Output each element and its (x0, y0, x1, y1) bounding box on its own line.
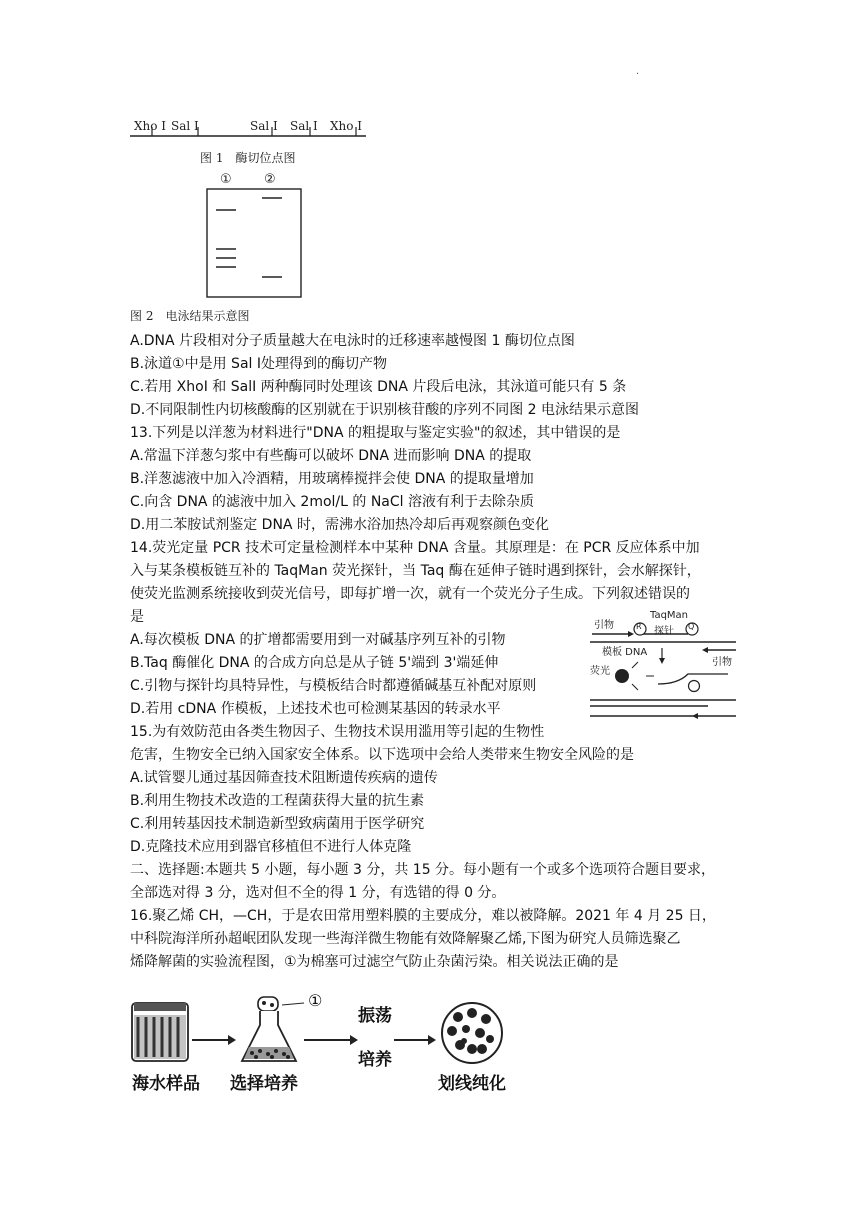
section-2-line-1: 二、选择题:本题共 5 小题，每小题 3 分，共 15 分。每小题有一个或多个选项符合题目要求， (130, 862, 716, 878)
corner-mark: . (636, 66, 640, 77)
q14-option-a: A.每次模板 DNA 的扩增都需要用到一对碱基序列互补的引物 (130, 632, 506, 648)
seawater-beaker-icon (132, 1003, 188, 1061)
cotton-plug-marker: ① (308, 991, 323, 1010)
taqman-label: TaqMan (650, 610, 689, 621)
q15-option-d: D.克隆技术应用到器官移植但不进行人体克隆 (130, 839, 412, 855)
q13-stem: 13.下列是以洋葱为材料进行"DNA 的粗提取与鉴定实验"的叙述，其中错误的是 (130, 425, 621, 441)
q15-option-c: C.利用转基因技术制造新型致病菌用于医学研究 (130, 816, 425, 832)
q14-stem-line-4: 是 (130, 609, 144, 625)
q14-stem-line-3: 使荧光监测系统接收到荧光信号，即每扩增一次，就有一个荧光分子生成。下列叙述错误的 (130, 586, 690, 602)
q14-stem-line-2: 入与某条模板链互补的 TaqMan 荧光探针，当 Taq 酶在延伸子链时遇到探针，会水解探针， (130, 563, 701, 579)
seawater-sample-label: 海水样品 (132, 1074, 200, 1094)
selective-culture-label: 选择培养 (230, 1074, 298, 1094)
q16-flow-diagram (128, 991, 528, 1095)
site-label-sal-3: Sal Ⅰ (290, 119, 318, 133)
q14-option-b: B.Taq 酶催化 DNA 的合成方向总是从子链 5'端到 3'端延伸 (130, 655, 499, 671)
template-dna-label: 模板 DNA (602, 647, 648, 658)
site-label-sal-1: Sal Ⅰ (171, 119, 199, 133)
figure-2-caption: 图 2 电泳结果示意图 (130, 309, 250, 323)
taqman-primer-label: 引物 (594, 620, 614, 631)
q16-stem-line-1: 16.聚乙烯 CH，—CH，于是农田常用塑料膜的主要成分，难以被降解。2021 年 4 月 25 日， (130, 908, 716, 924)
q12-option-d: D.不同限制性内切核酸酶的区别就在于识别核苷酸的序列不同图 2 电泳结果示意图 (130, 402, 640, 418)
q14-stem-line-1: 14.荧光定量 PCR 技术可定量检测样本中某种 DNA 含量。其原理是：在 PCR 反应体系中加 (130, 540, 700, 556)
probe-label: 探针 (654, 626, 674, 637)
q12-option-a: A.DNA 片段相对分子质量越大在电泳时的迁移速率越慢图 1 酶切位点图 (130, 333, 575, 349)
q15-stem-line-2: 危害，生物安全已纳入国家安全体系。以下选项中会给人类带来生物安全风险的是 (130, 747, 634, 763)
conical-flask-icon (242, 997, 304, 1061)
q15-option-a: A.试管婴儿通过基因筛查技术阻断遗传疾病的遗传 (130, 770, 438, 786)
q16-stem-line-2: 中科院海洋所孙超岷团队发现一些海洋微生物能有效降解聚乙烯,下图为研究人员筛选聚乙 (130, 931, 681, 947)
shake-label-2: 培养 (358, 1050, 392, 1070)
site-label-xho-2: Xho Ⅰ (330, 119, 363, 133)
site-label-sal-2: Sal Ⅰ (250, 119, 278, 133)
petri-dish-icon (442, 1003, 502, 1063)
section-2-line-2: 全部选对得 3 分，选对但不全的得 1 分，有选错的得 0 分。 (130, 885, 506, 901)
shake-label-1: 振荡 (358, 1006, 392, 1026)
q14-option-d: D.若用 cDNA 作模板，上述技术也可检测某基因的转录水平 (130, 701, 501, 717)
figure-1-restriction-map (130, 118, 370, 168)
flow-diagram-graphics (128, 995, 528, 1065)
q13-option-b: B.洋葱滤液中加入冷酒精，用玻璃棒搅拌会使 DNA 的提取量增加 (130, 471, 534, 487)
q14-option-c: C.引物与探针均具特异性，与模板结合时都遵循碱基互补配对原则 (130, 678, 537, 694)
gel-box (206, 188, 306, 300)
lane-2-label: ② (264, 172, 276, 187)
q13-option-a: A.常温下洋葱匀浆中有些酶可以破坏 DNA 进而影响 DNA 的提取 (130, 448, 532, 464)
primer-2-label: 引物 (712, 657, 732, 668)
q13-option-d: D.用二苯胺试剂鉴定 DNA 时，需沸水浴加热冷却后再观察颜色变化 (130, 517, 549, 533)
q15-option-b: B.利用生物技术改造的工程菌获得大量的抗生素 (130, 793, 425, 809)
fluorescence-label: 荧光 (590, 666, 610, 677)
quencher-q-label: Q (688, 622, 695, 631)
lane-1-label: ① (220, 172, 232, 187)
reporter-r-label: R (636, 622, 642, 631)
q15-stem-line-1: 15.为有效防范由各类生物因子、生物技术误用滥用等引起的生物性 (130, 724, 545, 740)
streak-purify-label: 划线纯化 (438, 1074, 506, 1094)
figure-1-caption: 图 1 酶切位点图 (200, 151, 296, 165)
site-label-xho-1: Xho Ⅰ (134, 119, 167, 133)
q16-stem-line-3: 烯降解菌的实验流程图，①为棉塞可过滤空气防止杂菌污染。相关说法正确的是 (130, 954, 619, 970)
q12-option-c: C.若用 XhoI 和 SalI 两种酶同时处理该 DNA 片段后电泳，其泳道可能只有 5 条 (130, 379, 627, 395)
figure-2-electrophoresis (130, 172, 330, 332)
taqman-pcr-diagram (588, 610, 738, 722)
q12-option-b: B.泳道①中是用 Sal Ⅰ处理得到的酶切产物 (130, 356, 387, 372)
q13-option-c: C.向含 DNA 的滤液中加入 2mol/L 的 NaCl 溶液有利于去除杂质 (130, 494, 534, 510)
